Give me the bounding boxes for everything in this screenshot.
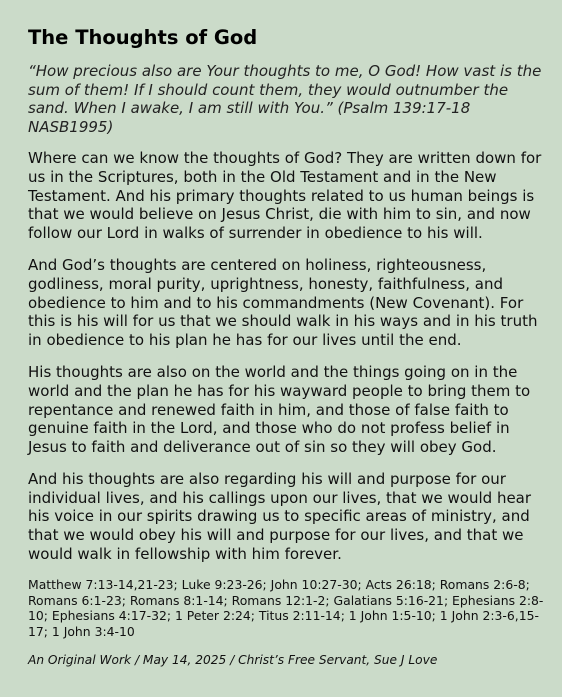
scripture-quote: “How precious also are Your thoughts to me, O God! How vast is the sum of them! If I should count them, they would outnumber the sand. When I awake, I am still with You.” (Psalm 139:17-18 NASB1995) bbox=[28, 62, 542, 136]
body-paragraph-1: Where can we know the thoughts of God? They are written down for us in the Scriptures, both in the Old Testament and in the New Testament. And his primary thoughts related to us human beings is that we would believe on Jesus Christ, die with him to sin, and now follow our Lord in walks of surrender in obedience to his will. bbox=[28, 149, 542, 242]
article-title: The Thoughts of God bbox=[28, 26, 258, 49]
scripture-references: Matthew 7:13-14,21-23; Luke 9:23-26; John 10:27-30; Acts 26:18; Romans 2:6-8; Romans 6:1-23; Romans 8:1-14; Romans 12:1-2; Galatians 5:16-21; Ephesians 2:8-10; Ephesians 4:17-32; 1 Peter 2:24; Titus 2:11-14; 1 John 1:5-10; 1 John 2:3-6,15-17; 1 John 3:4-10 bbox=[28, 577, 544, 640]
body-paragraph-3: His thoughts are also on the world and the things going on in the world and the plan he has for his wayward people to bring them to repentance and renewed faith in him, and those of false faith to genuine faith in the Lord, and those who do not profess belief in Jesus to faith and deliverance out of sin so they will obey God. bbox=[28, 363, 531, 456]
author-footer: An Original Work / May 14, 2025 / Christ’s Free Servant, Sue J Love bbox=[28, 652, 438, 667]
body-paragraph-2: And God’s thoughts are centered on holiness, righteousness, godliness, moral purity, uprightness, honesty, faithfulness, and obedience to him and to his commandments (New Covenant). For this is his will for us that we should walk in his ways and in his truth in obedience to his plan he has for our lives until the end. bbox=[28, 256, 538, 349]
body-paragraph-4: And his thoughts are also regarding his will and purpose for our individual lives, and his callings upon our lives, that we would hear his voice in our spirits drawing us to specific areas of ministry, and that we would obey his will and purpose for our lives, and that we would walk in fellowship with him forever. bbox=[28, 470, 532, 563]
devotional-article bbox=[28, 24, 544, 668]
